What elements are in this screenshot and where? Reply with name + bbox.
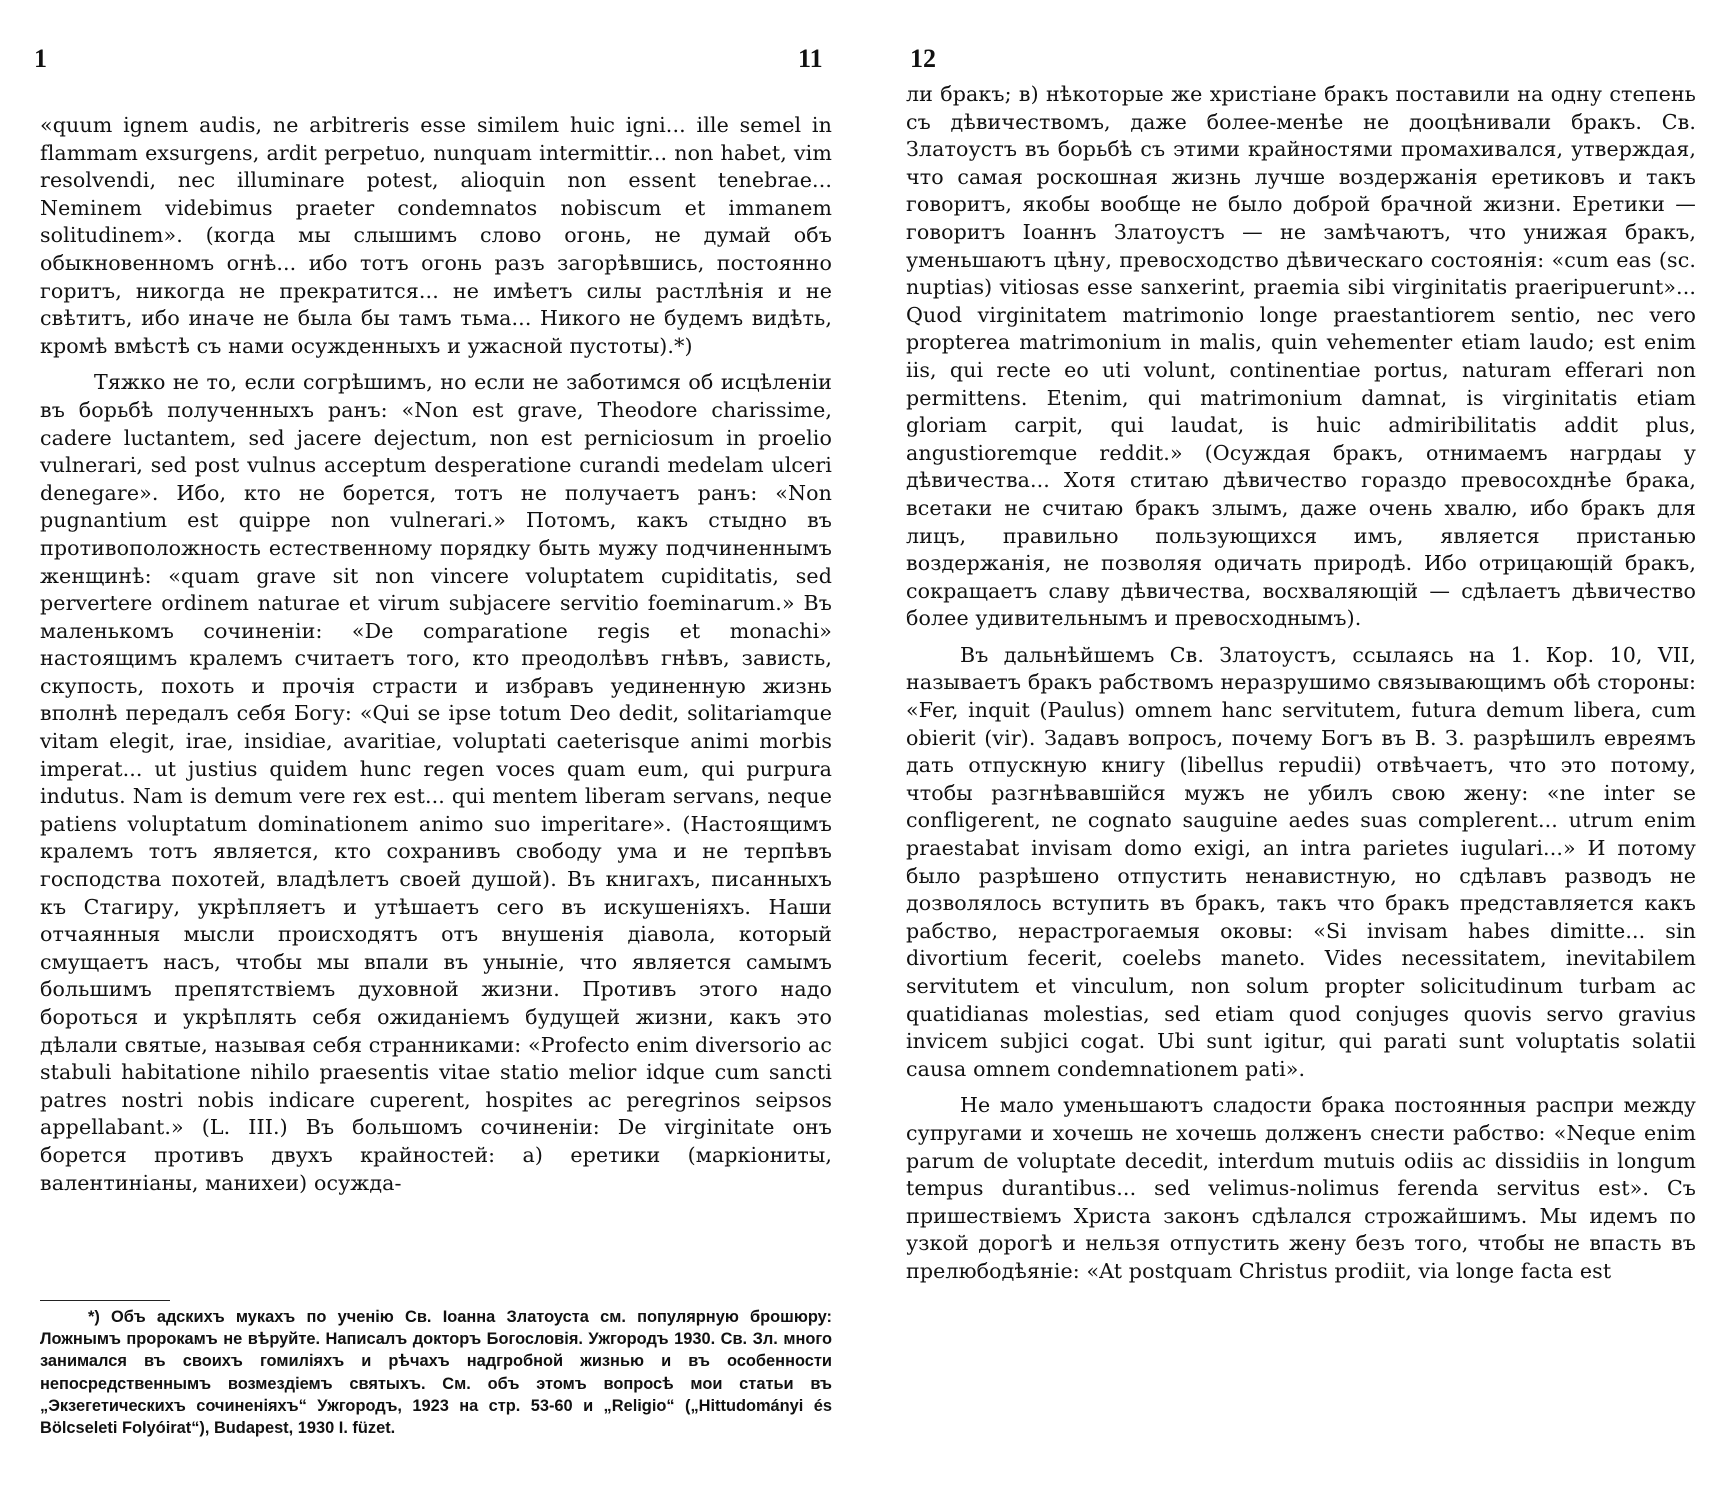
footnote-divider [40, 1300, 170, 1301]
right-page [866, 0, 1732, 1500]
paragraph: Тяжко не то, если согрѣшимъ, но если не заботимся об исцѣленіи въ борьбѣ полученныхъ ранъ: «Non est grave, Theodore charissime, cadere luctantem, sed jacere dejectum, non est perniciosum in proelio vulnerari, sed post vulnus acceptum desperatione curandi medelam ulceri denegare». Ибо, кто не борется, тотъ не получаетъ ранъ: «Non pugnantium est quippe non vulnerari.» Потомъ, какъ стыдно въ противоположность естественному порядку быть мужу подчиненнымъ женщинѣ: «quam grave sit non vincere voluptatem cupiditatis, sed pervertere ordinem naturae et virum subjacere servitio foeminarum.» Въ маленькомъ сочиненіи: «De comparatione regis et monachi» настоящимъ кралемъ считаетъ того, кто преодолѣвъ гнѣвъ, зависть, скупость, похоть и прочія страсти и избравъ уединенную жизнь вполнѣ передалъ себя Богу: «Qui se ipse totum Deo dedit, solitariamque vitam elegit, irae, insidiae, avaritiae, voluptati caeterisque animi morbis imperat... ut justius quidem hunc regen voces quam eum, qui purpura indutus. Nam is demum vere rex est... qui mentem liberam servans, neque patiens voluptatum dominationem animo suo imperitare». (Настоящимъ кралемъ тотъ является, кто сохранивъ свободу ума и не терпѣвъ господства похотей, владѣлетъ своей душой). Въ книгахъ, писанныхъ къ Стагиру, укрѣпляетъ и утѣшаетъ сего въ искушеніяхъ. Наши отчаянныя мысли происходятъ отъ внушенія діавола, который смущаетъ насъ, чтобы мы впали въ уныніе, что является самымъ большимъ препятствіемъ духовной жизни. Противъ этого надо бороться и укрѣплять себя ожиданіемъ будущей жизни, какъ это дѣлали святые, называя себя странниками: «Profecto enim diversorio ac stabuli habitatione nihilo praesentis vitae statio melior idque cum sancti patres nostri nobis indicare cuperent, hospites ac peregrinos seipsos appellabant.» (L. III.) Въ большомъ сочиненіи: De virginitate онъ борется противъ двухъ крайностей: а) еретики (маркіониты, валентиніаны, манихеи) осужда- [40, 370, 832, 1195]
right-page-body [906, 81, 1696, 1295]
left-page-body [40, 112, 832, 1206]
footnote: *) Объ адскихъ мукахъ по ученію Св. Іоанна Златоуста см. популярную брошюру: Ложнымъ пророкамъ не вѣруйте. Написалъ докторъ Богословія. Ужгородъ 1930. Св. Зл. много занимался въ своихъ гомиліяхъ и рѣчахъ надгробной жизнью и въ особенности непосредственнымъ возмездіемъ святыхъ. См. объ этомъ вопросѣ мои статьи въ „Экзегетическихъ сочиненіяхъ“ Ужгородъ, 1923 на стр. 53-60 и „Religio“ („Hittudományi és Bölcseleti Folyóirat“), Budapest, 1930 I. füzet. [40, 1308, 832, 1438]
page-corner-mark: 1 [34, 44, 47, 73]
page-number-right: 12 [910, 44, 936, 73]
paragraph: ли бракъ; в) нѣкоторые же христіане бракъ поставили на одну степень съ дѣвичествомъ, даже более-менѣе не дооцѣнивали бракъ. Св. Златоустъ въ борьбѣ съ этими крайностями промахивался, утверждая, что самая роскошная жизнь лучше воздержанія еретиковъ и такъ говоритъ, якобы вообще не было доброй брачной жизни. Еретики — говоритъ Іоаннъ Златоустъ — не замѣчаютъ, что унижая бракъ, уменьшаютъ цѣну, превосходство дѣвическаго состоянія: «cum eas (sc. nuptias) vitiosas esse sanxerint, praemia sibi virginitatis praeripuerunt»... Quod virginitatem matrimonio longe praestantiorem sentio, nec vero propterea matrimonium in malis, quin vehementer etiam laudo; est enim iis, qui recte eo uti volunt, continentiae portus, naturam efferari non permittens. Etenim, qui matrimonium damnat, is virginitatis etiam gloriam carpit, qui laudat, is huic admiribilitatis addit plus, angustioremque reddit.» (Осуждая бракъ, отнимаемъ нагрдаы у дѣвичества... Хотя ститаю дѣвичество гораздо превосохднѣе брака, всетаки не считаю бракъ злымъ, даже очень хвалю, ибо бракъ для лицъ, правильно пользующихся имъ, является пристанью воздержанія, не позволяя одичать природѣ. Ибо отрицающій бракъ, сокращаетъ славу дѣвичества, восхваляющій — сдѣлаетъ дѣвичество более удивительнымъ и превосходнымъ). [906, 82, 1696, 631]
paragraph: «quum ignem audis, ne arbitreris esse similem huic igni... ille semel in flammam exsurgens, ardit perpetuo, nunquam intermittir... non habet, vim resolvendi, nec illuminare potest, alioquin non essent tenebrae... Neminem videbimus praeter condemnatos nobiscum et immanem solitudinem». (когда мы слышимъ слово огонь, не думай объ обыкновенномъ огнѣ... ибо тотъ огонь разъ загорѣвшись, постоянно горитъ, никогда не прекратится... не имѣетъ силы растлѣнія и не свѣтитъ, ибо иначе не была бы тамъ тьма... Никого не будемъ видѣть, кромѣ вмѣстѣ съ нами осужденныхъ и ужасной пустоты).*) [40, 113, 832, 358]
paragraph: Не мало уменьшаютъ сладости брака постоянныя распри между супругами и хочешь не хочешь долженъ снести рабство: «Neque enim parum de voluptate decedit, interdum mutuis odiis ac dissidiis in longum tempus durantibus... sed velimus-nolimus ferenda servitus est». Съ пришествіемъ Христа законъ сдѣлался строжайшимъ. Мы идемъ по узкой дорогѣ и нельзя отпустить жену безъ того, чтобы не впасть въ прелюбодѣяніе: «At postquam Christus prodiit, via longe facta est [906, 1093, 1696, 1283]
page-number-left: 11 [798, 44, 823, 73]
paragraph: Въ дальнѣйшемъ Св. Златоустъ, ссылаясь на 1. Кор. 10, VII, называетъ бракъ рабствомъ неразрушимо связывающимъ обѣ стороны: «Fer, inquit (Paulus) omnem hanc servitutem, futura demum libera, cum obierit (vir). Задавъ вопросъ, почему Богъ въ В. З. разрѣшилъ евреямъ дать отпускную книгу (libellus repudii) отвѣчаетъ, что это потому, чтобы разгнѣвавшійся мужъ не убилъ свою жену: «ne inter se confligerent, ne cognato sauguine aedes suas complerent... utrum enim praestabat invisam domo exigi, an intra parietes iugulari...» И потому было разрѣшено отпустить ненавистную, но сдѣлавъ разводъ не дозволялось вступить въ бракъ, такъ что бракъ представляется какъ рабство, нерастрогаемыя оковы: «Si invisam habes dimitte... sin divortium fecerit, coelebs maneto. Vides necessitatem, inevitabilem servitutem et vinculum, non solum propter solicitudinum turbam ac quatidianas molestias, sed etiam quod conjuges quovis servo gravius invicem subjici cogat. Ubi sunt igitur, qui parati sunt voluptatis solatii causa omnem condemnationem pati». [906, 642, 1696, 1081]
